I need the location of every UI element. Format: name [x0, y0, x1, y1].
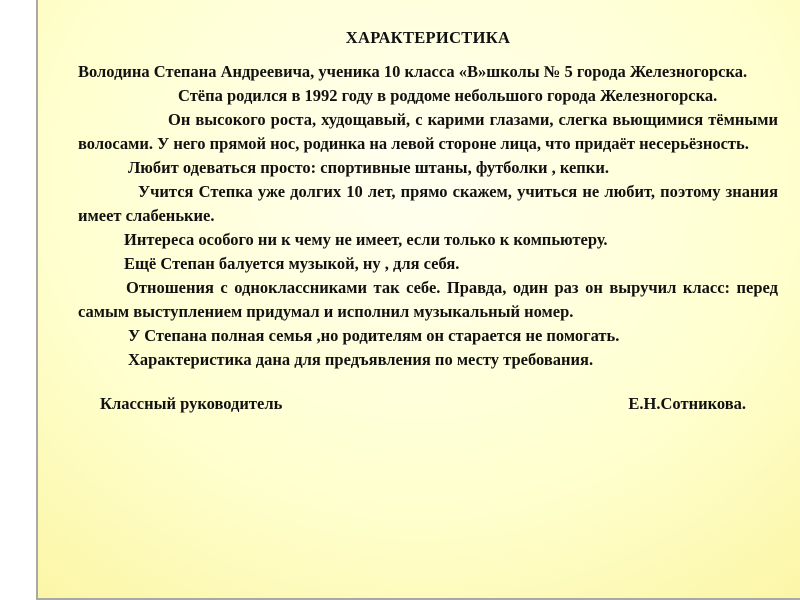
paragraph-intro: Володина Степана Андреевича, ученика 10 класса «В»школы № 5 города Железногорска.: [78, 62, 748, 81]
document-body: [78, 26, 778, 416]
paragraph-family: У Степана полная семья ,но родителям он старается не помогать.: [128, 326, 620, 345]
document-title: ХАРАКТЕРИСТИКА: [345, 28, 511, 47]
signature-role: Классный руководитель: [100, 394, 283, 413]
signature-name: Е.Н.Сотникова.: [628, 394, 746, 413]
paragraph-interests: Интереса особого ни к чему не имеет, если только к компьютеру.: [124, 230, 608, 249]
paragraph-relations: Отношения с одноклассниками так себе. Правда, один раз он выручил класс: перед самым выступлением придумал и исполнил музыкальный номер.: [78, 278, 778, 321]
paragraph-study: Учится Степка уже долгих 10 лет, прямо скажем, учиться не любит, поэтому знания имеет слабенькие.: [78, 182, 778, 225]
paragraph-clothing: Любит одеваться просто: спортивные штаны, футболки , кепки.: [128, 158, 609, 177]
signature-block: [78, 392, 778, 416]
paragraph-birth: Стёпа родился в 1992 году в роддоме небольшого города Железногорска.: [178, 86, 718, 105]
paragraph-music: Ещё Степан балуется музыкой, ну , для себя.: [124, 254, 460, 273]
paragraph-appearance: Он высокого роста, худощавый, с карими глазами, слегка вьющимися тёмными волосами. У него прямой нос, родинка на левой стороне лица, что придаёт несерьёзность.: [78, 110, 778, 153]
paragraph-purpose: Характеристика дана для предъявления по месту требования.: [128, 350, 594, 369]
slide-page: [36, 0, 800, 600]
